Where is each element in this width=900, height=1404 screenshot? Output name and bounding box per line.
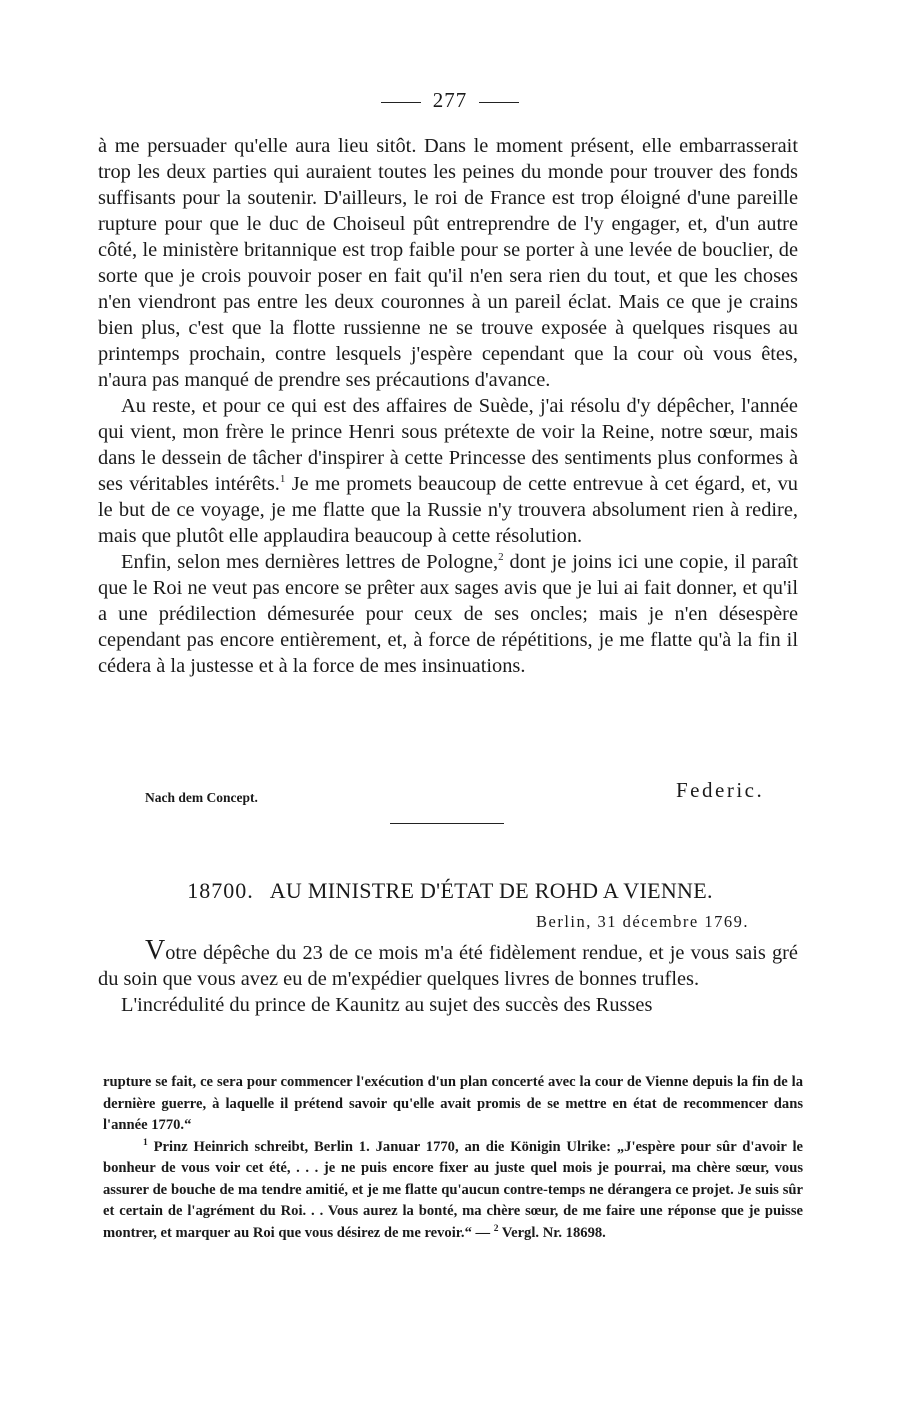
paragraph — [98, 935, 798, 992]
section-divider — [390, 823, 504, 824]
paragraph-text: dont je joins ici une copie, il paraît que le Roi ne veut pas encore se prêter aux sages avis que je lui ai fait donner, et qu'il a une prédilection démesurée pour ceux de ses oncles; mais je n'en désespère cependant pas encore entièrement, et, à force de répétitions, je me flatte qu'à la fin il cédera à la justesse et à la force de mes insinuations. — [98, 551, 798, 677]
footnote-text: Prinz Heinrich schreibt, Berlin 1. Januar 1770, an die Königin Ulrike: „J'espère pour sûr d'avoir le bonheur de vous voir cet été, . . . je ne puis encore fixer au juste quel mois je pourrai, ma chère sœur, vous assurer de bouche de ma tendre amitié, et je me flatte qu'aucun contre-temps ne dérangera ce projet. Je suis sûr et certain de l'agrément du Roi. . . Vous aurez la bonté, ma chère sœur, de me faire une réponse que je puisse montrer, et marquer au Roi que vous désirez de me revoir.“ — [103, 1138, 804, 1241]
continued-letter-body — [98, 133, 798, 679]
page-number-dash-left — [381, 102, 421, 103]
paragraph-text: Enfin, selon mes dernières lettres de Pologne, — [121, 551, 499, 573]
paragraph-text: Je me promets beaucoup de cette entrevue à cet égard, et, vu le but de ce voyage, je me flatte que la Russie n'y trouvera absolument rien à redire, mais que plutôt elle applaudira beaucoup à cette résolution. — [98, 473, 798, 547]
footnote-number: 1 — [143, 1137, 148, 1148]
footnote-text: Vergl. Nr. 18698. — [501, 1224, 606, 1241]
footnote-number: 2 — [493, 1223, 499, 1234]
paragraph-text: otre dépêche du 23 de ce mois m'a été fidèlement rendue, et je vous sais gré du soin que vous avez eu de m'expédier quelques livres de bonnes trufles. — [98, 942, 798, 990]
signature: Federic. — [676, 778, 765, 802]
letter-title: AU MINISTRE D'ÉTAT DE ROHD A VIENNE. — [269, 878, 713, 903]
paragraph: L'incrédulité du prince de Kaunitz au sujet des succès des Russes — [121, 994, 653, 1016]
footnote-mark: 2 — [498, 551, 504, 564]
paragraph — [98, 393, 798, 549]
footnote-mark: 1 — [279, 473, 286, 486]
letter-number: 18700. — [187, 878, 254, 903]
page-number-dash-right — [479, 102, 519, 103]
footnote-separator: — — [471, 1224, 494, 1241]
page-number — [0, 88, 900, 113]
footnote-continued: rupture se fait, ce sera pour commencer l'exécution d'un plan concerté avec la cour de Vienne depuis la fin de la dernière guerre, à laquelle il prétend savoir qu'elle avait promis de se mettre en état de recommencer dans l'année 1770.“ — [103, 1074, 803, 1133]
letter-heading — [0, 878, 900, 904]
paragraph-text: Au reste, et pour ce qui est des affaires de Suède, j'ai résolu d'y dépêcher, l'année qui vient, mon frère le prince Henri sous prétexte de voir la Reine, notre sœur, mais dans le dessein de tâcher d'inspirer à cette Princesse des sentiments plus conformes à ses véritables intérêts. — [98, 395, 798, 495]
page-number-text: 277 — [432, 88, 468, 112]
footnotes — [103, 1072, 803, 1244]
footnote — [103, 1137, 803, 1245]
dateline: Berlin, 31 décembre 1769. — [536, 912, 749, 931]
paragraph: à me persuader qu'elle aura lieu sitôt. Dans le moment présent, elle embarrasserait trop les deux parties qui auraient toutes les peines du monde pour trouver des fonds suffisants pour la soutenir. D'ailleurs, le roi de France est trop éloigné d'une pareille rupture pour que le duc de Choiseul pût entreprendre de l'y engager, et, d'un autre côté, le ministère britannique est trop faible pour se porter à une levée de bouclier, de sorte que je crois pouvoir poser en fait qu'il n'en sera rien du tout, et que les choses n'en viendront pas entre les deux couronnes à un pareil éclat. Mais ce que je crains bien plus, c'est que la flotte russienne ne se trouve exposée à quelques risques au printemps prochain, contre lesquels j'espère cependant que la cour où vous êtes, n'aura pas manqué de prendre ses précautions d'avance. — [98, 135, 798, 391]
initial-letter: V — [145, 935, 166, 966]
source-note: Nach dem Concept. — [145, 790, 258, 805]
new-letter-body — [98, 935, 798, 1018]
paragraph — [98, 549, 798, 679]
